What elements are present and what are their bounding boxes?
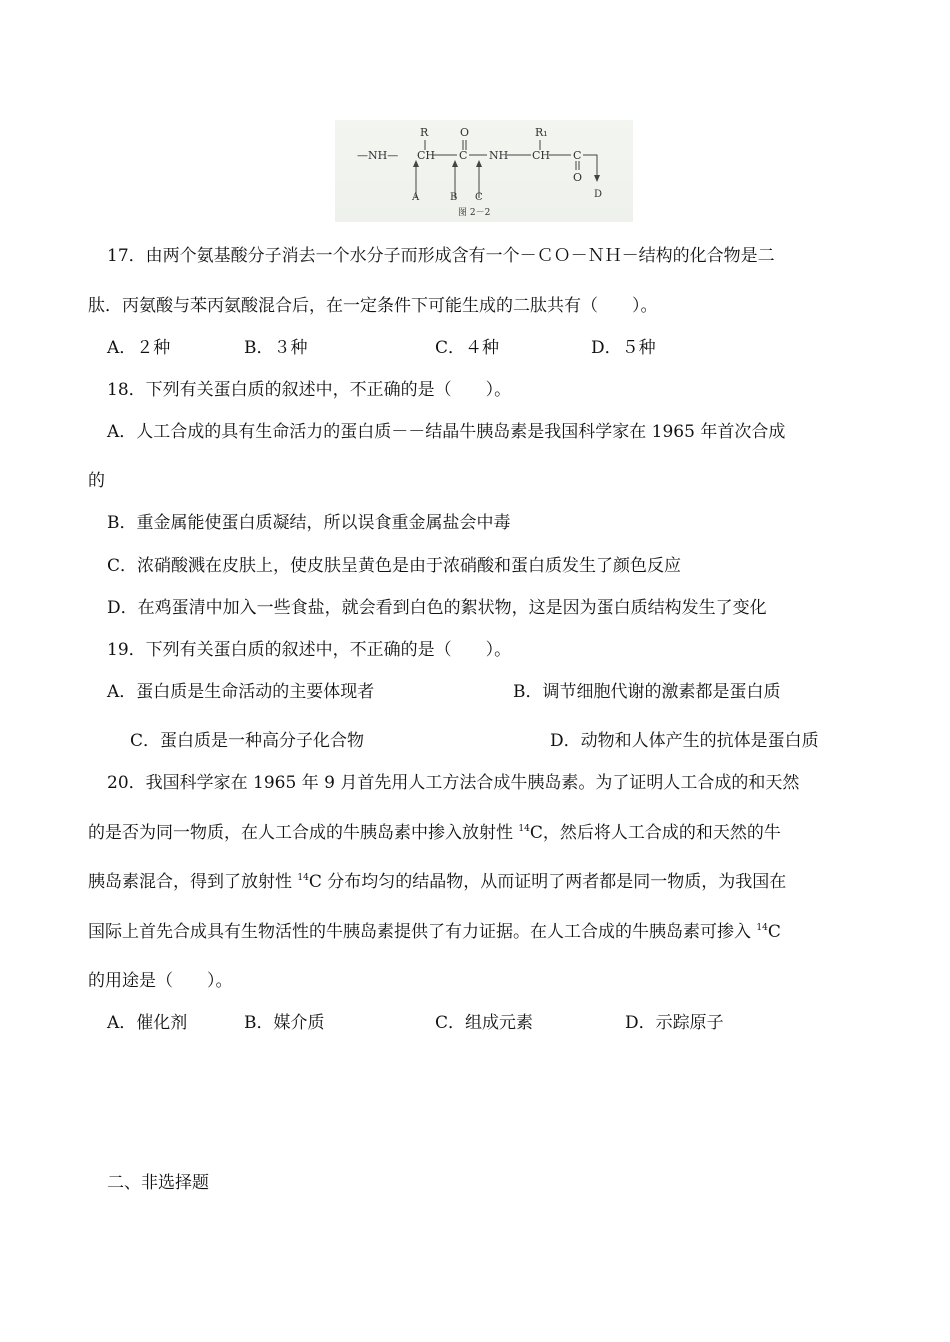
isotope-mass-number: 14 <box>756 923 768 933</box>
q20-stem-line3: 胰岛素混合，得到了放射性 $^{14}$C 分布均匀的结晶物，从而证明了两者都是同一物质，为我国在 <box>88 872 787 892</box>
chain-ch-1: CH <box>417 149 436 162</box>
arrow-c-label: C <box>475 192 483 203</box>
q17-stem-line2: 肽．丙氨酸与苯丙氨酸混合后，在一定条件下可能生成的二肽共有（ ）。 <box>88 296 658 316</box>
figure-r1-label: R₁ <box>535 126 548 139</box>
q18-option-a-line2: 的 <box>88 471 105 491</box>
chain-nh-2: NH <box>489 149 509 162</box>
q20-option-a: A．催化剂 <box>107 1013 188 1033</box>
q17-option-d: D．５种 <box>591 338 656 358</box>
q20-option-b: B．媒介质 <box>244 1013 325 1033</box>
arrow-b-label: B <box>450 192 458 203</box>
peptide-structure-figure <box>335 120 633 222</box>
q20-stem-line5: 的用途是（ ）。 <box>88 971 233 991</box>
q20-stem-line2: 的是否为同一物质，在人工合成的牛胰岛素中掺入放射性 $^{14}$C，然后将人工合成的和天然的牛 <box>88 823 781 843</box>
q18-option-b: B．重金属能使蛋白质凝结，所以误食重金属盐会中毒 <box>107 513 511 533</box>
q17-option-c: C．４种 <box>435 338 500 358</box>
chain-ch-2: CH <box>532 149 551 162</box>
chain-nh-1: —NH— <box>357 149 399 162</box>
arrow-d-label: D <box>594 189 603 200</box>
q19-option-a: A．蛋白质是生命活动的主要体现者 <box>107 682 375 702</box>
q20-option-d: D．示踪原子 <box>625 1013 724 1033</box>
q20-option-c: C．组成元素 <box>435 1013 534 1033</box>
chain-c-1: C <box>459 149 468 162</box>
q18-option-a-line1: A．人工合成的具有生命活力的蛋白质－－结晶牛胰岛素是我国科学家在 1965 年首次合成 <box>107 422 786 442</box>
q17-option-b: B．３种 <box>244 338 308 358</box>
figure-o-label: O <box>460 126 470 139</box>
figure-r-label: R <box>420 126 429 139</box>
q20-stem-line4: 国际上首先合成具有生物活性的牛胰岛素提供了有力证据。在人工合成的牛胰岛素可掺入 $^{14}$C <box>88 922 781 942</box>
isotope-mass-number: 14 <box>518 824 530 834</box>
section2-title: 二、非选择题 <box>107 1173 209 1193</box>
q19-option-b: B．调节细胞代谢的激素都是蛋白质 <box>513 682 781 702</box>
q17-stem-line1: 17．由两个氨基酸分子消去一个水分子而形成含有一个－ＣＯ－ＮＨ－结构的化合物是二 <box>107 246 775 266</box>
q18-option-c: C．浓硝酸溅在皮肤上，使皮肤呈黄色是由于浓硝酸和蛋白质发生了颜色反应 <box>107 556 682 576</box>
q20-stem-line1: 20．我国科学家在 1965 年 9 月首先用人工方法合成牛胰岛素。为了证明人工合成的和天然 <box>107 773 800 793</box>
chain-c-2: C <box>573 149 582 162</box>
q19-stem: 19．下列有关蛋白质的叙述中，不正确的是（ ）。 <box>107 640 512 660</box>
figure-caption: 图 2－2 <box>458 208 491 218</box>
arrow-a-label: A <box>412 192 420 203</box>
q19-option-c: C．蛋白质是一种高分子化合物 <box>130 731 365 751</box>
figure-o-bottom: O <box>573 171 583 184</box>
q17-option-a: A．２种 <box>107 338 171 358</box>
q18-stem: 18．下列有关蛋白质的叙述中，不正确的是（ ）。 <box>107 380 512 400</box>
q18-option-d: D．在鸡蛋清中加入一些食盐，就会看到白色的絮状物，这是因为蛋白质结构发生了变化 <box>107 598 767 618</box>
q19-option-d: D．动物和人体产生的抗体是蛋白质 <box>550 731 819 751</box>
isotope-mass-number: 14 <box>297 873 309 883</box>
